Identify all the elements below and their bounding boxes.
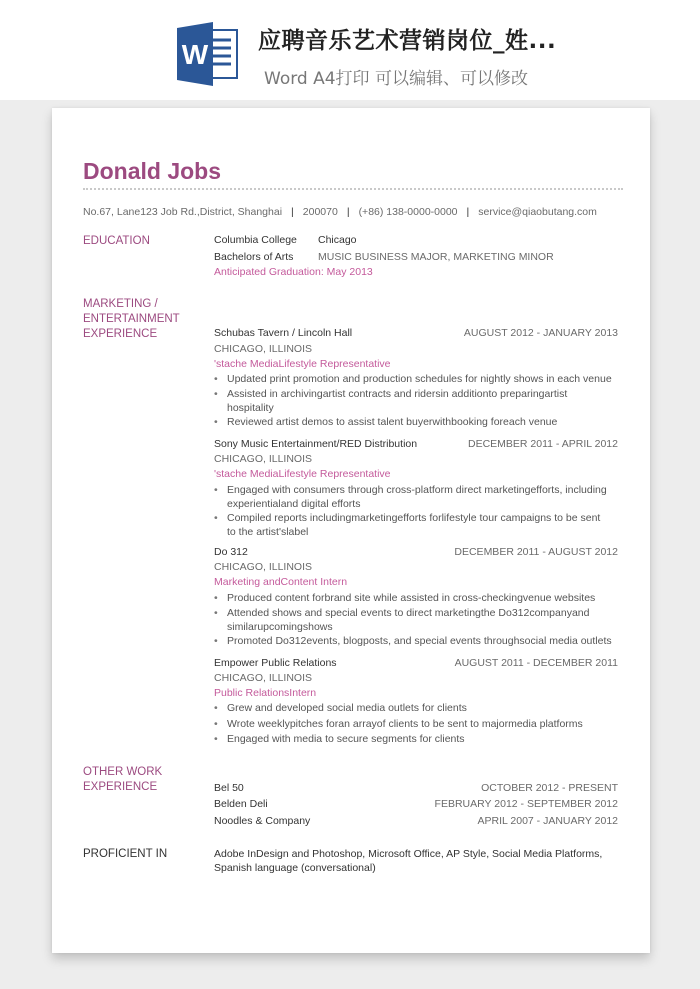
job-dates: DECEMBER 2011 - APRIL 2012: [468, 438, 618, 450]
contact-email[interactable]: service@qiaobutang.com: [478, 206, 597, 218]
bullet-dot: •: [214, 484, 218, 496]
bullet-dot: •: [214, 416, 218, 428]
contact-separator: |: [291, 206, 294, 218]
bullet-text: Wrote weeklypitches foran arrayof clients to be sent to majormedia platforms: [227, 718, 583, 730]
bullet-dot: •: [214, 733, 218, 745]
job-location: CHICAGO, ILLINOIS: [214, 453, 313, 465]
bullet-text: Promoted Do312events, blogposts, and special events throughsocial media outlets: [227, 635, 612, 647]
education-degree: Bachelors of Arts: [214, 251, 294, 263]
bullet-text: Updated print promotion and production schedules for nightly shows in each venue: [227, 373, 612, 385]
job-location: CHICAGO, ILLINOIS: [214, 672, 313, 684]
bullet-text: Grew and developed social media outlets for clients: [227, 702, 467, 714]
job-bullet: [214, 635, 624, 649]
proficient-skills: [214, 848, 614, 875]
job-bullet: [214, 484, 624, 511]
section-title-line: MARKETING /: [83, 298, 158, 310]
bullet-text: Assisted in archivingartist contracts and ridersin additionto preparingartist: [227, 388, 568, 400]
job-location: CHICAGO, ILLINOIS: [214, 561, 313, 573]
section-title-line: EXPERIENCE: [83, 781, 158, 793]
job-company: Schubas Tavern / Lincoln Hall: [214, 327, 353, 339]
job-location: CHICAGO, ILLINOIS: [214, 343, 313, 355]
section-title-line: EXPERIENCE: [83, 328, 158, 340]
bullet-text: Engaged with media to secure segments for clients: [227, 733, 465, 745]
candidate-name: Donald Jobs: [83, 158, 222, 184]
bullet-dot: •: [214, 702, 218, 714]
document-subtitle: Word A4打印 可以编辑、可以修改: [264, 69, 528, 89]
other-work-dates: FEBRUARY 2012 - SEPTEMBER 2012: [434, 798, 618, 810]
job-company: Empower Public Relations: [214, 657, 337, 669]
bullet-dot: •: [214, 718, 218, 730]
contact-zip: 200070: [302, 206, 338, 218]
contact-separator: |: [466, 206, 470, 218]
contact-separator: |: [346, 206, 350, 218]
job-bullet: [214, 373, 624, 387]
bullet-dot: •: [214, 607, 218, 619]
job-role: 'stache MediaLifestyle Representative: [214, 358, 391, 370]
bullet-text: Reviewed artist demos to assist talent buyerwithbooking foreach venue: [227, 416, 558, 428]
section-title-education: EDUCATION: [83, 235, 150, 247]
bullet-dot: •: [214, 512, 218, 524]
job-bullet: [214, 416, 624, 430]
word-icon: [175, 22, 239, 86]
job-dates: AUGUST 2012 - JANUARY 2013: [463, 327, 618, 339]
job-company: Do 312: [214, 546, 248, 558]
job-bullet: [214, 592, 624, 606]
job-role: 'stache MediaLifestyle Representative: [214, 468, 391, 480]
name-divider: [83, 188, 623, 190]
other-work-name: Belden Deli: [214, 798, 268, 810]
job-bullet: [214, 388, 624, 415]
skills-line: Adobe InDesign and Photoshop, Microsoft Office, AP Style, Social Media Platforms,: [214, 848, 603, 860]
bullet-text: Produced content forbrand site while assisted in cross-checkingvenue websites: [227, 592, 596, 604]
bullet-dot: •: [214, 373, 218, 385]
section-title-proficient: PROFICIENT IN: [83, 848, 168, 860]
section-title-line: OTHER WORK: [83, 766, 163, 778]
bullet-text: experientialand digital efforts: [227, 497, 361, 510]
other-work-dates: APRIL 2007 - JANUARY 2012: [477, 815, 618, 827]
contact-phone: (+86) 138-0000-0000: [358, 206, 458, 218]
job-dates: DECEMBER 2011 - AUGUST 2012: [454, 546, 618, 558]
job-role: Public RelationsIntern: [214, 687, 317, 699]
other-work-name: Bel 50: [214, 782, 244, 794]
education-school: Columbia College: [214, 234, 297, 246]
bullet-text: Compiled reports includingmarketingefforts forlifestyle tour campaigns to be sent: [227, 512, 601, 524]
job-role: Marketing andContent Intern: [214, 576, 348, 588]
other-work-name: Noodles & Company: [214, 815, 311, 827]
contact-address: No.67, Lane123 Job Rd.,District, Shanghai: [83, 206, 283, 218]
bullet-text: similarupcomingshows: [227, 620, 333, 633]
bullet-text: Engaged with consumers through cross-platform direct marketingefforts, including: [227, 484, 607, 496]
bullet-dot: •: [214, 592, 218, 604]
resume-page: [52, 108, 650, 953]
education-graduation: Anticipated Graduation: May 2013: [214, 266, 373, 278]
download-banner: [0, 0, 700, 100]
bullet-dot: •: [214, 388, 218, 400]
section-title-line: ENTERTAINMENT: [83, 313, 180, 325]
other-work-dates: OCTOBER 2012 - PRESENT: [481, 782, 618, 794]
bullet-text: hospitality: [227, 401, 274, 414]
job-company: Sony Music Entertainment/RED Distribution: [214, 438, 418, 450]
job-bullet: [214, 607, 624, 634]
skills-line: Spanish language (conversational): [214, 861, 376, 874]
bullet-text: to the artist'slabel: [227, 525, 309, 538]
document-title: 应聘音乐艺术营销岗位_姓...: [258, 28, 557, 54]
bullet-dot: •: [214, 635, 218, 647]
education-major: MUSIC BUSINESS MAJOR, MARKETING MINOR: [318, 251, 554, 263]
job-bullet: [214, 702, 624, 716]
job-bullet: [214, 718, 624, 732]
job-bullet: [214, 733, 624, 747]
word-icon-letter: W: [181, 39, 209, 70]
section-title-marketing: [83, 297, 180, 342]
section-title-other-work: [83, 765, 162, 795]
bullet-text: Attended shows and special events to direct marketingthe Do312companyand: [227, 607, 590, 619]
education-city: Chicago: [318, 234, 357, 246]
job-dates: AUGUST 2011 - DECEMBER 2011: [454, 657, 618, 669]
contact-line: [83, 206, 597, 218]
job-bullet: [214, 512, 624, 539]
